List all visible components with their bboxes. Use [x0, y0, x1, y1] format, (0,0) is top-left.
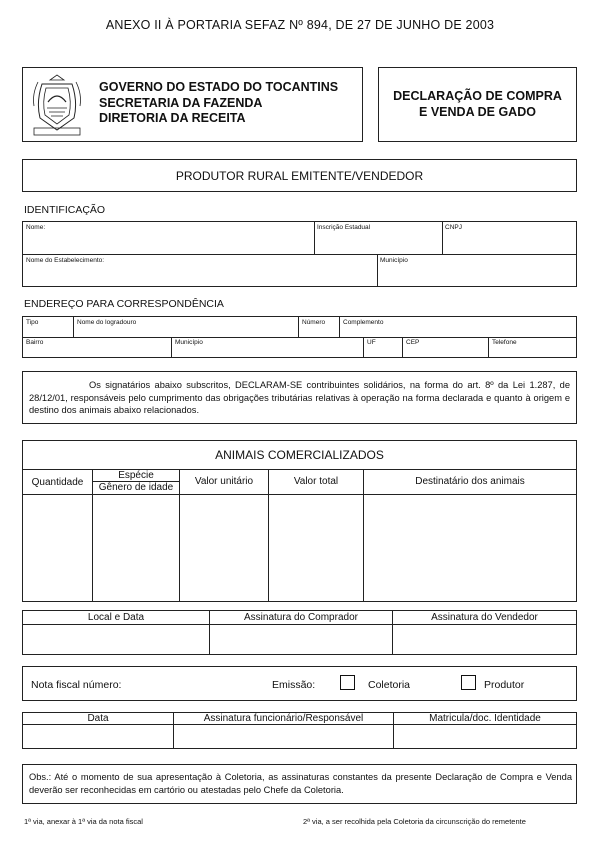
col-destinatario: Destinatário dos animais — [415, 476, 525, 487]
animais-title: ANIMAIS COMERCIALIZADOS — [215, 448, 384, 462]
animais-table — [22, 440, 577, 602]
identificacao-heading: IDENTIFICAÇÃO — [24, 204, 106, 216]
matricula-label: Matricula/doc. Identidade — [429, 713, 541, 724]
end-municipio-field[interactable]: Município — [175, 339, 203, 346]
municipio-field[interactable]: Município — [380, 257, 408, 264]
nome-field[interactable]: Nome: — [26, 224, 46, 231]
funcionario-table — [22, 712, 577, 749]
produtor-checkbox[interactable] — [461, 675, 476, 690]
gov-line-3: DIRETORIA DA RECEITA — [99, 111, 246, 125]
doc-title-line-2: E VENDA DE GADO — [419, 104, 536, 119]
obs-text: Obs.: Até o momento de sua apresentação à Coletoria, as assinaturas constantes da presente Declaração de Compra e Venda deverão ser reconhecidas em cartório ou atestadas pelo Chefe da Coletoria. — [29, 772, 572, 795]
cep-field[interactable]: CEP — [406, 339, 420, 346]
assinatura-funcionario-label: Assinatura funcionário/Responsável — [203, 713, 364, 724]
uf-field[interactable]: UF — [367, 339, 376, 346]
col-valor-total: Valor total — [293, 476, 339, 487]
emissao-label: Emissão: — [272, 679, 316, 691]
inscricao-estadual-field[interactable]: Inscrição Estadual — [317, 224, 371, 231]
produtor-label: Produtor — [484, 679, 525, 691]
document-annex-title: ANEXO II À PORTARIA SEFAZ Nº 894, DE 27 DE JUNHO DE 2003 — [105, 18, 495, 32]
declaracao-box — [22, 371, 577, 424]
footer-second-copy: 2ª via, a ser recolhida pela Coletoria da circunscrição do remetente — [303, 817, 526, 826]
local-data-label: Local e Data — [87, 612, 145, 623]
nota-fiscal-box — [22, 666, 577, 701]
assinaturas-table — [22, 610, 577, 655]
numero-field[interactable]: Número — [302, 319, 326, 326]
complemento-field[interactable]: Complemento — [343, 319, 384, 326]
coletoria-checkbox[interactable] — [340, 675, 355, 690]
state-coat-of-arms-icon — [28, 72, 86, 138]
endereco-heading: ENDEREÇO PARA CORRESPONDÊNCIA — [24, 298, 224, 310]
cnpj-field[interactable]: CNPJ — [445, 224, 462, 231]
footer-first-copy: 1ª via, anexar à 1ª via da nota fiscal — [24, 817, 143, 826]
logradouro-field[interactable]: Nome do logradouro — [77, 319, 137, 326]
tipo-field[interactable]: Tipo — [26, 319, 39, 326]
doc-title-line-1: DECLARAÇÃO DE COMPRA — [393, 89, 562, 103]
nota-fiscal-label: Nota fiscal número: — [31, 679, 122, 691]
assinatura-vendedor-label: Assinatura do Vendedor — [431, 612, 538, 623]
col-especie: Espécie — [118, 470, 154, 481]
obs-box — [22, 764, 577, 804]
government-header-box — [22, 67, 363, 142]
declaracao-text: Os signatários abaixo subscritos, DECLARAM-SE contribuintes solidários, na forma do art. 8º da Lei 1.287, de 28/12/01, responsáveis pelo cumprimento das obrigações tributárias relativas à operação na forma declarada e quanto à origem e destino dos animais abaixo relacionados. — [29, 380, 570, 415]
col-genero-idade: Gênero de idade — [98, 482, 174, 493]
produtor-section-box — [22, 159, 577, 192]
data-label: Data — [87, 713, 109, 724]
col-valor-unitario: Valor unitário — [194, 476, 254, 487]
gov-line-1: GOVERNO DO ESTADO DO TOCANTINS — [99, 80, 339, 94]
col-quantidade: Quantidade — [31, 477, 84, 488]
endereco-table — [22, 316, 577, 358]
gov-line-2: SECRETARIA DA FAZENDA — [99, 95, 263, 110]
identificacao-table — [22, 221, 577, 287]
assinatura-comprador-label: Assinatura do Comprador — [244, 612, 358, 623]
document-title-box — [378, 67, 577, 142]
produtor-title: PRODUTOR RURAL EMITENTE/VENDEDOR — [175, 169, 424, 183]
bairro-field[interactable]: Bairro — [26, 339, 44, 346]
estabelecimento-field[interactable]: Nome do Estabelecimento: — [26, 257, 105, 264]
coletoria-label: Coletoria — [368, 679, 411, 691]
telefone-field[interactable]: Telefone — [492, 339, 517, 346]
